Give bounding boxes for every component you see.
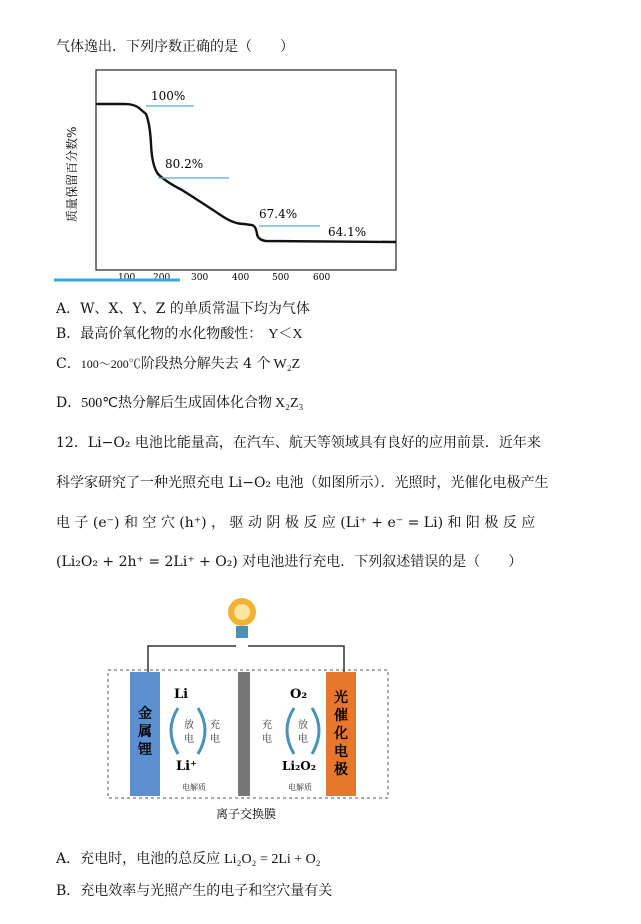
svg-text:充: 充 <box>210 720 220 731</box>
svg-text:电: 电 <box>210 734 220 745</box>
svg-text:电解质: 电解质 <box>288 783 312 792</box>
x-tick-400: 400 <box>232 273 250 283</box>
svg-text:电: 电 <box>334 744 348 760</box>
q12-option-b: B．充电效率与光照产生的电子和空穴量有关 <box>56 883 333 899</box>
svg-text:极: 极 <box>334 762 348 778</box>
q11-option-a: A．W、X、Y、Z 的单质常温下均为气体 <box>56 301 310 317</box>
svg-text:O₂: O₂ <box>290 687 308 702</box>
y-axis-label: 质量保留百分数% <box>65 126 79 222</box>
plot-frame <box>96 70 396 270</box>
svg-text:光: 光 <box>334 690 348 706</box>
svg-text:电: 电 <box>298 734 308 745</box>
ion-exchange-membrane <box>238 672 250 796</box>
q11-option-d: D．500℃热分解后生成固体化合物 X₂Z₃ <box>56 395 304 411</box>
svg-text:催: 催 <box>334 708 348 724</box>
svg-text:电: 电 <box>184 734 194 745</box>
x-tick-100: 100 <box>118 273 136 283</box>
q12-option-a: A．充电时，电池的总反应 Li₂O₂ = 2Li + O₂ <box>56 851 321 867</box>
label-80-2: 80.2% <box>165 157 204 171</box>
svg-text:电: 电 <box>262 734 272 745</box>
q11-option-b: B．最高价氧化物的水化物酸性： Y＜X <box>56 326 303 342</box>
label-64-1: 64.1% <box>328 225 367 239</box>
q12-stem-line4: (Li₂O₂ + 2h⁺ = 2Li⁺ + O₂) 对电池进行充电．下列叙述错误的是（ ） <box>56 554 523 570</box>
q11-intro-tail: 气体逸出．下列序数正确的是（ ） <box>56 39 294 55</box>
label-67-4: 67.4% <box>259 207 298 221</box>
x-tick-200: 200 <box>153 273 171 283</box>
q12-stem-line1: 12．Li−O₂ 电池比能量高，在汽车、航天等领域具有良好的应用前景．近年来 <box>56 435 541 451</box>
mass-curve <box>96 104 396 242</box>
li-o2-cell-figure <box>98 590 398 830</box>
label-100: 100% <box>151 89 186 103</box>
svg-text:放: 放 <box>184 720 194 731</box>
svg-text:电解质: 电解质 <box>182 783 206 792</box>
tga-curve-figure <box>54 64 414 290</box>
x-tick-300: 300 <box>191 273 209 283</box>
membrane-label: 离子交换膜 <box>216 807 277 821</box>
svg-text:放: 放 <box>298 720 308 731</box>
svg-text:金: 金 <box>138 706 152 722</box>
svg-text:Li⁺: Li⁺ <box>176 759 197 774</box>
svg-text:化: 化 <box>334 726 348 742</box>
x-tick-600: 600 <box>313 273 331 283</box>
svg-text:Li₂O₂: Li₂O₂ <box>282 759 316 773</box>
q12-stem-line2: 科学家研究了一种光照充电 Li−O₂ 电池（如图所示）．光照时，光催化电极产生 <box>56 475 549 491</box>
svg-text:属: 属 <box>138 724 152 740</box>
svg-text:充: 充 <box>262 720 272 731</box>
x-tick-500: 500 <box>272 273 290 283</box>
q12-stem-line3: 电 子 (e⁻) 和 空 穴 (h⁺) ， 驱 动 阴 极 反 应 (Li⁺ + e⁻ = Li) 和 阳 极 反 应 <box>56 515 536 531</box>
q11-option-c: C．100～200℃阶段热分解失去 4 个 W₂Z <box>56 356 301 372</box>
svg-text:Li: Li <box>174 687 189 702</box>
light-bulb-icon <box>228 598 256 638</box>
svg-text:锂: 锂 <box>138 742 152 758</box>
